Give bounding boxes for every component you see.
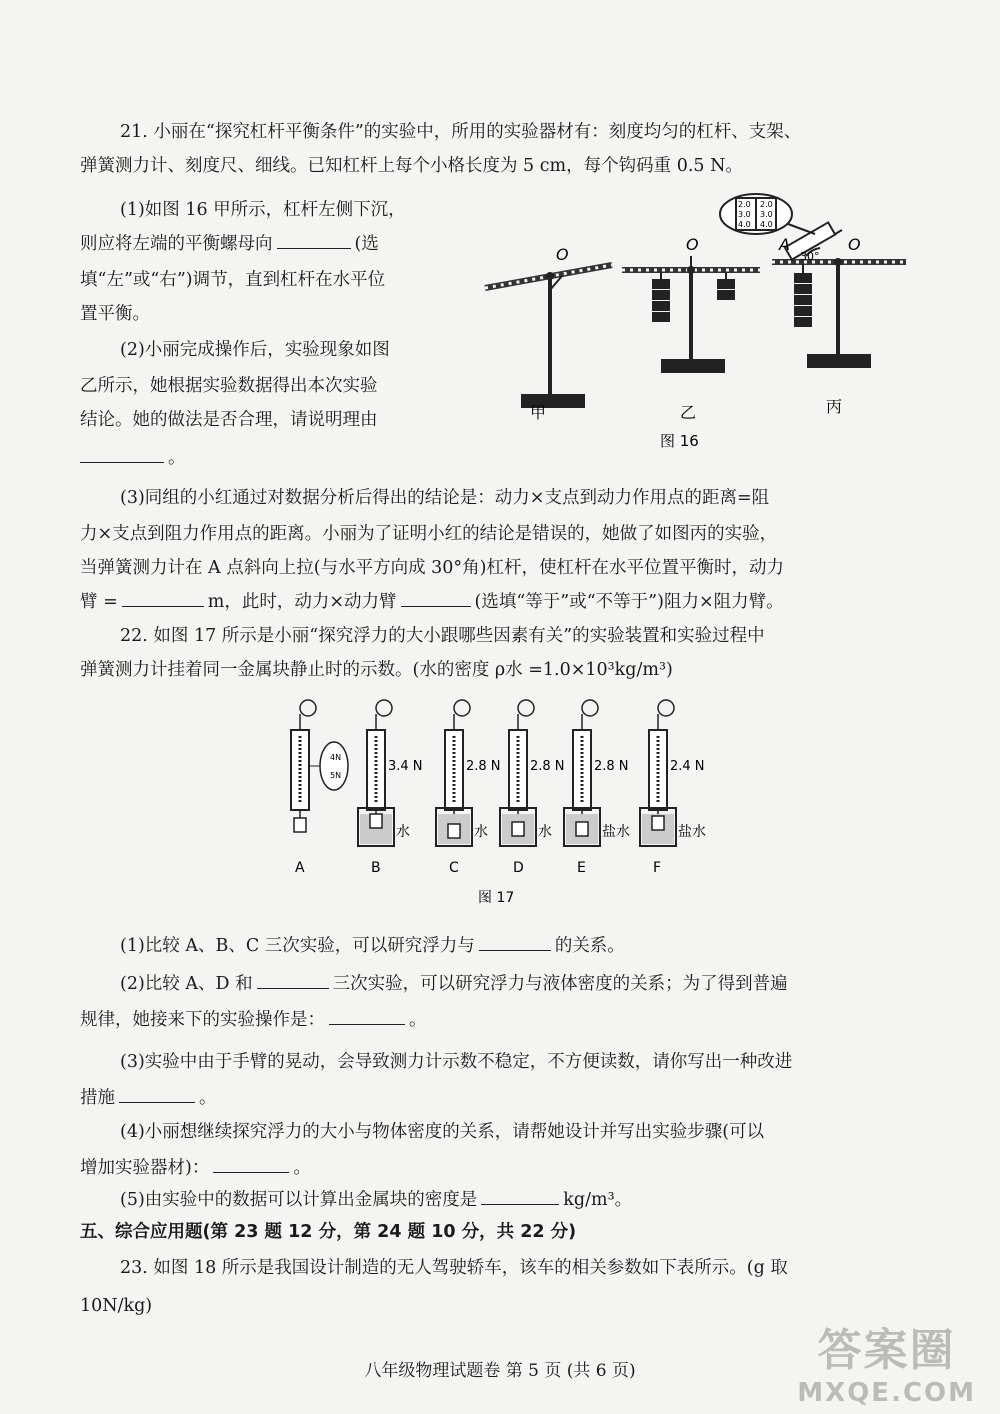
pivot-o-jia: O	[556, 245, 569, 264]
lever-yi	[622, 256, 760, 372]
hand-icon	[518, 700, 534, 716]
q22-sub3-line2: 措施 。	[80, 1082, 920, 1114]
answer-blank-improvement[interactable]	[119, 1084, 195, 1103]
q21-part1-line1: (1)如图 16 甲所示，杠杆左侧下沉，	[120, 200, 406, 220]
q23-line1: 23. 如图 18 所示是我国设计制造的无人驾驶轿车，该车的相关参数如下表所示。(g 取	[120, 1258, 788, 1278]
metal-block	[652, 816, 664, 830]
gauge-right-3: 4.0	[760, 220, 773, 229]
q21-part3-line1: (3)同组的小红通过对数据分析后得出的结论是：动力×支点到动力作用点的距离=阻	[120, 488, 770, 508]
metal-block	[370, 814, 382, 828]
answer-blank-steps[interactable]	[213, 1154, 289, 1173]
metal-block	[294, 818, 306, 832]
liquid-label: 水	[396, 824, 410, 840]
gauge-magnifier	[320, 742, 348, 790]
lever-jia	[485, 265, 612, 407]
label-jia: 甲	[530, 403, 547, 422]
label-yi: 乙	[680, 403, 697, 422]
answer-blank-reason[interactable]	[80, 444, 164, 463]
watermark-top: 答案圈	[817, 1325, 956, 1376]
gauge-label-5n: 5N	[330, 771, 342, 780]
q23-line2: 10N/kg)	[80, 1296, 153, 1316]
reading-label: 2.8 N	[594, 759, 629, 774]
experiment-label: E	[577, 860, 586, 876]
q21-part2-line1: (2)小丽完成操作后，实验现象如图	[120, 340, 390, 360]
answer-blank-experiments[interactable]	[257, 970, 329, 989]
reading-label: 2.8 N	[530, 759, 565, 774]
answer-blank-density[interactable]	[481, 1186, 559, 1205]
hand-icon	[454, 700, 470, 716]
q22-sub3-line1: (3)实验中由于手臂的晃动，会导致测力计示数不稳定，不方便读数，请你写出一种改进	[120, 1052, 793, 1072]
q22-sub1: (1)比较 A、B、C 三次实验，可以研究浮力与 的关系。	[80, 930, 920, 962]
q21-line1: 21. 小丽在“探究杠杆平衡条件”的实验中，所用的实验器材有：刻度均匀的杠杆、支架、	[120, 122, 802, 142]
q21-part2-line2: 乙所示，她根据实验数据得出本次实验	[80, 376, 378, 396]
hand-icon	[376, 700, 392, 716]
watermark-bottom: MXQE.COM	[797, 1378, 976, 1408]
watermark	[797, 1314, 976, 1408]
answer-blank-direction[interactable]	[277, 230, 351, 249]
experiment-label: C	[449, 860, 459, 876]
experiment-label: F	[653, 860, 662, 876]
experiment-label: A	[295, 860, 305, 876]
q22-sub2-line2: 规律，她接来下的实验操作是： 。	[80, 1004, 920, 1036]
figure-17	[270, 696, 730, 914]
page-footer: 八年级物理试题卷 第 5 页 (共 6 页)	[364, 1361, 636, 1381]
q22-line1: 22. 如图 17 所示是小丽“探究浮力的大小跟哪些因素有关”的实验装置和实验过程中	[120, 626, 765, 646]
answer-blank-lever-arm[interactable]	[122, 588, 204, 607]
experiment-label: B	[371, 860, 381, 876]
hand-icon	[582, 700, 598, 716]
angle-label: 30°	[800, 250, 820, 263]
section-5-heading: 五、综合应用题(第 23 题 12 分，第 24 题 10 分，共 22 分)	[80, 1222, 577, 1242]
reading-label: 3.4 N	[388, 759, 423, 774]
metal-block	[512, 822, 524, 836]
figure-17-caption: 图 17	[478, 890, 515, 906]
gauge-left-3: 4.0	[738, 220, 751, 229]
hand-icon	[658, 700, 674, 716]
liquid-label: 盐水	[678, 824, 706, 840]
q21-line2: 弹簧测力计、刻度尺、细线。已知杠杆上每个小格长度为 5 cm，每个钩码重 0.5 N。	[80, 156, 743, 176]
q22-sub2-line1: (2)比较 A、D 和 三次实验，可以研究浮力与液体密度的关系；为了得到普遍	[80, 968, 920, 1000]
experiment-label: D	[513, 860, 524, 876]
gauge-right-1: 2.0	[760, 200, 773, 209]
point-a: A	[779, 235, 790, 254]
pivot-o-bing: O	[848, 235, 861, 254]
reading-label: 2.8 N	[466, 759, 501, 774]
label-bing: 丙	[826, 397, 843, 416]
gauge-right-2: 3.0	[760, 210, 773, 219]
gauge-label-4n: 4N	[330, 753, 342, 762]
liquid-label: 水	[474, 824, 488, 840]
gauge-left-1: 2.0	[738, 200, 751, 209]
answer-blank-factor[interactable]	[479, 932, 551, 951]
metal-block	[576, 822, 588, 836]
pivot-o-yi: O	[686, 235, 699, 254]
q22-line2: 弹簧测力计挂着同一金属块静止时的示数。(水的密度 ρ水 =1.0×10³kg/m³)	[80, 660, 673, 680]
q21-part3-line2: 力×支点到阻力作用点的距离。小丽为了证明小红的结论是错误的，她做了如图丙的实验，	[80, 524, 778, 544]
figure-16	[470, 190, 920, 460]
liquid-label: 盐水	[602, 824, 630, 840]
q22-sub4-line2: 增加实验器材)： 。	[80, 1152, 920, 1184]
q21-part2-line4: 。	[80, 442, 460, 474]
q21-part1-line4: 置平衡。	[80, 304, 150, 324]
metal-block	[448, 824, 460, 838]
answer-blank-equal[interactable]	[401, 588, 471, 607]
q22-sub5: (5)由实验中的数据可以计算出金属块的密度是 kg/m³。	[80, 1184, 920, 1216]
q22-sub4-line1: (4)小丽想继续探究浮力的大小与物体密度的关系，请帮她设计并写出实验步骤(可以	[120, 1122, 765, 1142]
answer-blank-next-step[interactable]	[329, 1006, 405, 1025]
q21-part1-line2: 则应将左端的平衡螺母向 (选	[80, 228, 460, 260]
figure-16-caption: 图 16	[660, 432, 699, 450]
q21-part3-line3: 当弹簧测力计在 A 点斜向上拉(与水平方向成 30°角)杠杆，使杠杆在水平位置平衡时，动力	[80, 558, 784, 578]
q21-part2-line3: 结论。她的做法是否合理，请说明理由	[80, 410, 378, 430]
hand-icon	[300, 700, 316, 716]
liquid-label: 水	[538, 824, 552, 840]
q21-part1-line3: 填“左”或“右”)调节，直到杠杆在水平位	[80, 270, 386, 290]
gauge-left-2: 3.0	[738, 210, 751, 219]
reading-label: 2.4 N	[670, 759, 705, 774]
q21-part3-line4: 臂 = m，此时，动力×动力臂 (选填“等于”或“不等于”)阻力×阻力臂。	[80, 586, 920, 618]
